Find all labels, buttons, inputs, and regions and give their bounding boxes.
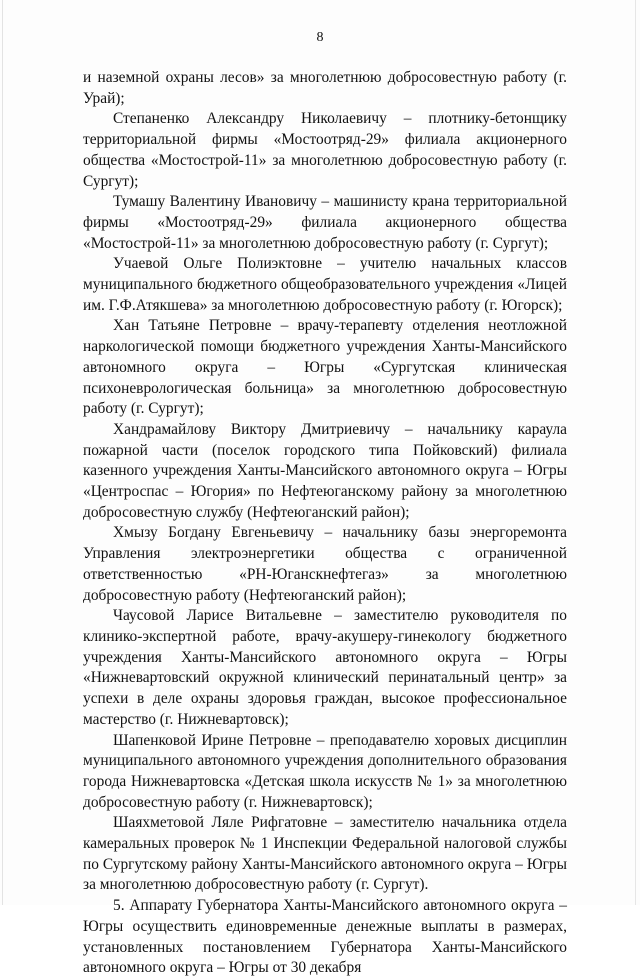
page-edge-right xyxy=(635,0,636,905)
paragraph-award-tumash: Тумашу Валентину Ивановичу – машинисту крана территориальной фирмы «Мостоотряд-29» филиала акционерного общества «Мостострой-11» за многолетнюю добросовестную работу (г. Сургут); xyxy=(83,193,567,252)
paragraph-continuation: и наземной охраны лесов» за многолетнюю добросовестную работу (г. Урай); xyxy=(83,69,567,107)
paragraph-award-khan: Хан Татьяне Петровне – врачу-терапевту отделения неотложной наркологической помощи бюджетного учреждения Ханты-Мансийского автономного округа – Югры «Сургутская клиническая психоневрологическая больница» за многолетнюю добросовестную работу (г. Сургут); xyxy=(83,317,567,418)
paragraph-award-stepanenko: Степаненко Александру Николаевичу – плотнику-бетонщику территориальной фирмы «Мостоотряд-29» филиала акционерного общества «Мостострой-11» за многолетнюю добросовестную работу (г. Сургут); xyxy=(83,110,567,190)
paragraph-award-chausova: Чаусовой Ларисе Витальевне – заместителю руководителя по клинико-экспертной работе, врачу-акушеру-гинекологу бюджетного учреждения Ханты-Мансийского автономного округа – Югры «Нижневартовский окружной клинический перинатальный центр» за успехи в деле охраны здоровья граждан, высокое профессиональное мастерство (г. Нижневартовск); xyxy=(83,607,567,728)
page-number: 8 xyxy=(316,30,324,45)
paragraph-item-5: 5. Аппарату Губернатора Ханты-Мансийского автономного округа – Югры осуществить единовременные денежные выплаты в размерах, установленных постановлением Губернатора Ханты-Мансийского автономного округа – Югры от 30 декабря xyxy=(83,897,567,977)
paragraph-award-khandramaylov: Хандрамайлову Виктору Дмитриевичу – начальнику караула пожарной части (поселок городского типа Пойковский) филиала казенного учреждения Ханты-Мансийского автономного округа – Югры «Центроспас – Югория» по Нефтеюганскому району за многолетнюю добросовестную службу (Нефтеюганский район); xyxy=(83,420,567,521)
paragraph-award-khmyz: Хмызу Богдану Евгеньевичу – начальнику базы энергоремонта Управления электроэнергетики общества с ограниченной ответственностью «РН-Юганскнефтегаз» за многолетнюю добросовестную работу (Нефтеюганский район); xyxy=(83,524,567,604)
document-body xyxy=(83,68,567,979)
paragraph-award-shapenkova: Шапенковой Ирине Петровне – преподавателю хоровых дисциплин муниципального автономного учреждения дополнительного образования города Нижневартовска «Детская школа искусств № 1» за многолетнюю добросовестную работу (г. Нижневартовск); xyxy=(83,731,567,811)
paragraph-award-shayakhmetova: Шаяхметовой Ляле Рифгатовне – заместителю начальника отдела камеральных проверок № 1 Инспекции Федеральной налоговой службы по Сургутскому району Ханты-Мансийского автономного округа – Югры за многолетнюю добросовестную работу (г. Сургут). xyxy=(83,814,567,894)
page-edge-left xyxy=(2,0,3,905)
paragraph-award-uchaeva: Учаевой Ольге Полиэктовне – учителю начальных классов муниципального бюджетного общеобразовательного учреждения «Лицей им. Г.Ф.Атякшева» за многолетнюю добросовестную работу (г. Югорск); xyxy=(83,255,567,314)
